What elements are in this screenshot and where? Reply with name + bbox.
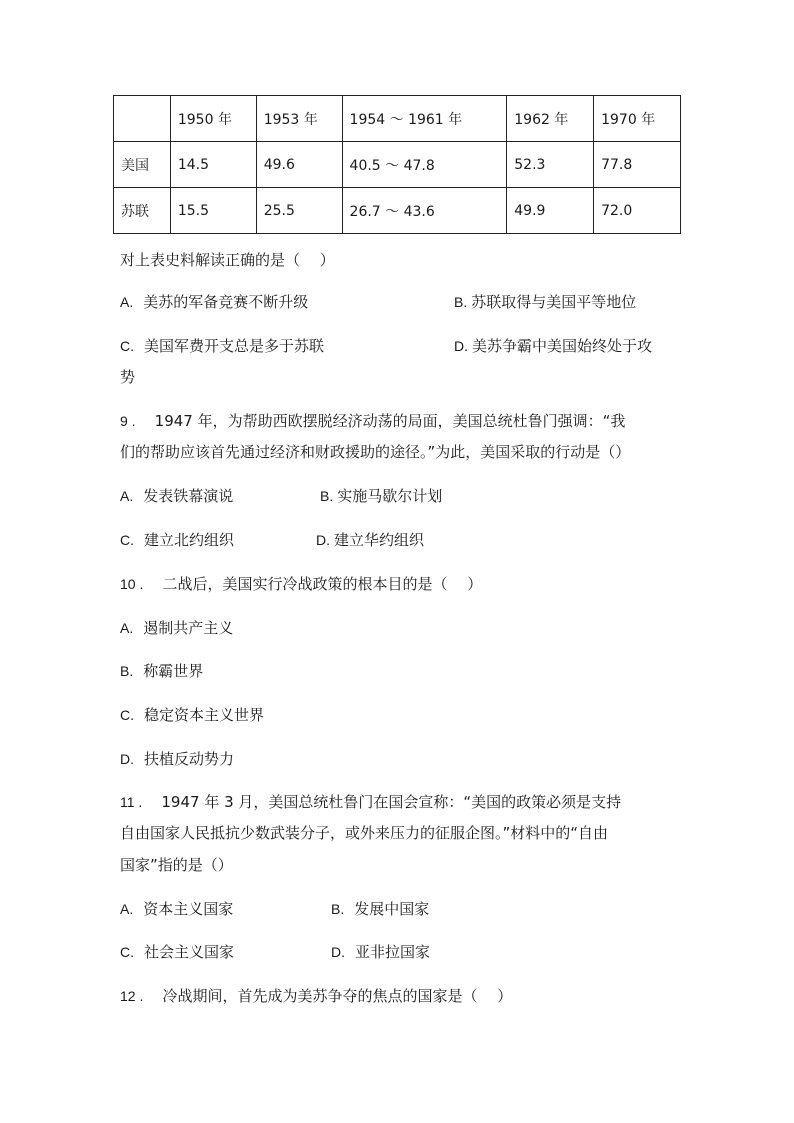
- question-text: 1947 年 3 月，美国总统杜鲁门在国会宣称：“美国的政策必须是支持: [161, 793, 622, 811]
- q8-option-d-wrap: 势: [120, 368, 136, 386]
- q11-stem-line2: 自由国家人民抵抗少数武装分子，或外来压力的征服企图。”材料中的“自由: [120, 824, 609, 842]
- q9-option-c[interactable]: [120, 530, 234, 550]
- option-letter: D.: [331, 944, 345, 960]
- table-cell: 1950 年: [170, 96, 256, 142]
- q8-stem: 对上表史料解读正确的是（ ）: [120, 251, 335, 269]
- option-letter: A.: [120, 901, 134, 917]
- table-cell: 1953 年: [256, 96, 342, 142]
- table-header-row: [114, 96, 681, 142]
- q8-option-b[interactable]: [454, 292, 636, 312]
- table-row: [114, 188, 681, 234]
- q9-stem-line1: [120, 411, 625, 431]
- option-text: 资本主义国家: [143, 900, 234, 918]
- option-letter: D.: [454, 338, 468, 354]
- table-cell: 苏联: [114, 188, 171, 234]
- q10-option-d[interactable]: [120, 749, 234, 769]
- q10-option-a[interactable]: [120, 618, 233, 638]
- option-letter: D.: [120, 751, 134, 767]
- q11-option-a[interactable]: [120, 899, 233, 919]
- table-cell: 77.8: [594, 142, 681, 188]
- question-text: 1947 年，为帮助西欧摆脱经济动荡的局面，美国总统杜鲁门强调：“我: [154, 412, 626, 430]
- option-text: 称霸世界: [143, 662, 204, 680]
- option-text: 扶植反动势力: [144, 750, 235, 768]
- table-cell: 49.9: [507, 188, 594, 234]
- q9-option-b[interactable]: [320, 486, 442, 506]
- option-text: 稳定资本主义世界: [144, 706, 265, 724]
- q11-stem-line1: [120, 792, 621, 812]
- q10-option-b[interactable]: [120, 661, 203, 681]
- table-cell: 14.5: [170, 142, 256, 188]
- table-cell: 52.3: [507, 142, 594, 188]
- question-text: 冷战期间，首先成为美苏争夺的焦点的国家是（ ）: [162, 987, 513, 1005]
- q9-option-d[interactable]: [316, 530, 424, 550]
- q8-option-c[interactable]: [120, 336, 324, 356]
- question-number: 9 .: [120, 413, 136, 429]
- option-text: 发表铁幕演说: [143, 487, 234, 505]
- option-letter: C.: [120, 338, 134, 354]
- table-row: [114, 142, 681, 188]
- option-letter: B.: [454, 294, 468, 310]
- question-number: 10 .: [120, 576, 144, 592]
- option-text: 亚非拉国家: [355, 943, 431, 961]
- question-number: 12 .: [120, 988, 144, 1004]
- q11-option-d[interactable]: [331, 942, 430, 962]
- table-cell: 1954 ～ 1961 年: [342, 96, 507, 142]
- q10-option-c[interactable]: [120, 705, 264, 725]
- option-letter: B.: [331, 901, 345, 917]
- option-text: 遏制共产主义: [143, 619, 234, 637]
- option-text: 建立北约组织: [144, 531, 235, 549]
- option-letter: B.: [120, 663, 134, 679]
- option-text: 发展中国家: [354, 900, 430, 918]
- option-letter: A.: [120, 294, 134, 310]
- option-text: 美苏的军备竞赛不断升级: [143, 293, 309, 311]
- q11-option-b[interactable]: [331, 899, 429, 919]
- option-text: 建立华约组织: [334, 531, 425, 549]
- option-text: 苏联取得与美国平等地位: [471, 293, 637, 311]
- option-letter: A.: [120, 620, 134, 636]
- option-letter: B.: [320, 488, 334, 504]
- option-letter: A.: [120, 488, 134, 504]
- table-cell: 美国: [114, 142, 171, 188]
- table-cell: 26.7 ～ 43.6: [342, 188, 507, 234]
- q10-stem: [120, 574, 482, 594]
- table-cell: 25.5: [256, 188, 342, 234]
- question-number: 11 .: [120, 794, 143, 810]
- q8-option-d[interactable]: [454, 336, 652, 356]
- option-text: 美国军费开支总是多于苏联: [144, 337, 325, 355]
- table-cell: 72.0: [594, 188, 681, 234]
- table-cell: 40.5 ～ 47.8: [342, 142, 507, 188]
- table-cell: 49.6: [256, 142, 342, 188]
- option-text: 实施马歇尔计划: [337, 487, 443, 505]
- military-spending-table: [113, 95, 681, 234]
- table-cell: 1970 年: [594, 96, 681, 142]
- option-text: 社会主义国家: [144, 943, 235, 961]
- option-letter: C.: [120, 944, 134, 960]
- table-cell: 15.5: [170, 188, 256, 234]
- q8-option-a[interactable]: [120, 292, 308, 312]
- question-text: 二战后，美国实行冷战政策的根本目的是（ ）: [162, 575, 483, 593]
- option-letter: C.: [120, 707, 134, 723]
- option-letter: C.: [120, 532, 134, 548]
- option-text: 美苏争霸中美国始终处于攻: [472, 337, 653, 355]
- q11-option-c[interactable]: [120, 942, 234, 962]
- q12-stem: [120, 986, 512, 1006]
- table-cell: 1962 年: [507, 96, 594, 142]
- table-cell: [114, 96, 171, 142]
- q9-stem-line2: 们的帮助应该首先通过经济和财政援助的途径。”为此，美国采取的行动是（）: [120, 443, 631, 461]
- q11-stem-line3: 国家”指的是（）: [120, 856, 233, 874]
- q9-option-a[interactable]: [120, 486, 233, 506]
- option-letter: D.: [316, 532, 330, 548]
